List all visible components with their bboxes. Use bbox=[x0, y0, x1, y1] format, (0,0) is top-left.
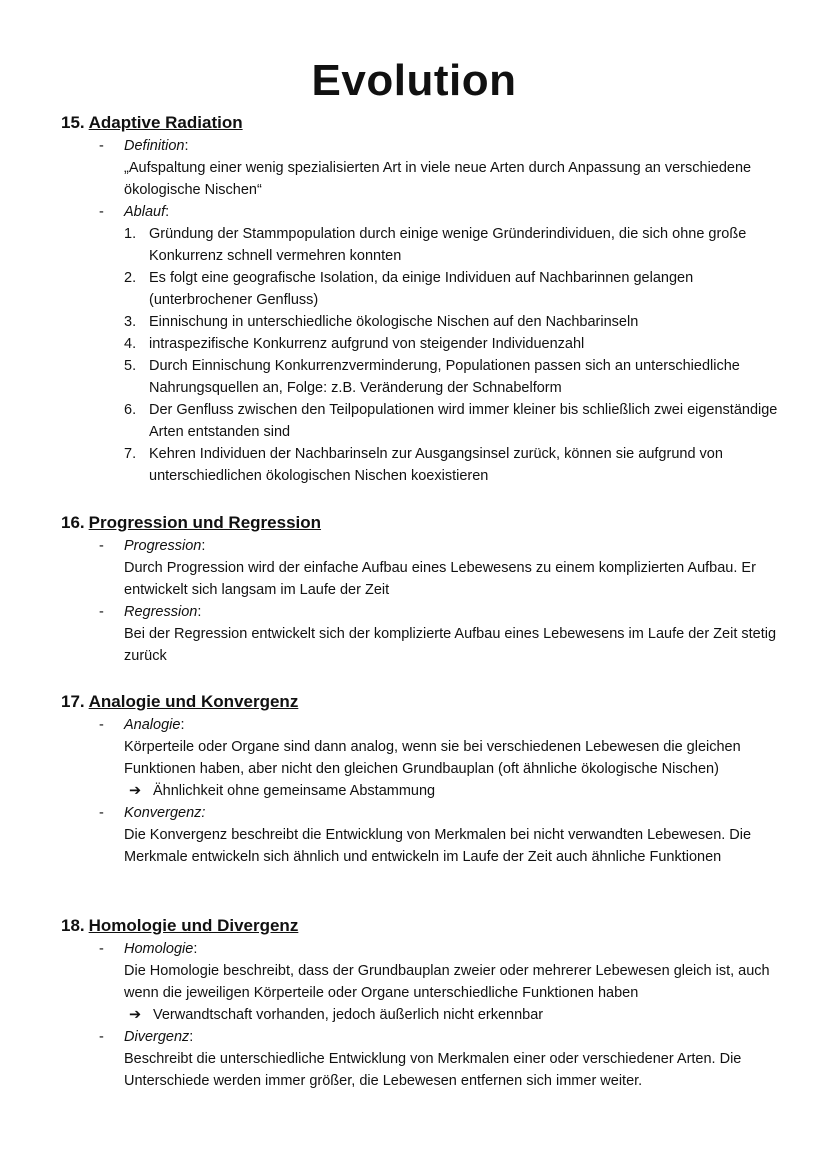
konvergenz-item bbox=[61, 802, 781, 868]
conclusion-line: ➔ Verwandtschaft vorhanden, jedoch äußerlich nicht erkennbar bbox=[129, 1004, 781, 1026]
section-heading bbox=[61, 513, 781, 533]
list-item: 2. Es folgt eine geografische Isolation, da einige Individuen auf Nachbarinnen gelangen (unterbrochener Genfluss) bbox=[124, 270, 694, 308]
bullet-dash: - bbox=[99, 538, 104, 554]
item-text: „Aufspaltung einer wenig spezialisierten Art in viele neue Arten durch Anpassung an verschiedene ökologische Nischen“ bbox=[124, 160, 752, 198]
item-label: Konvergenz: bbox=[124, 805, 206, 821]
bullet-dash: - bbox=[99, 204, 104, 220]
analogie-item bbox=[61, 714, 781, 802]
item-text: Durch Progression wird der einfache Aufbau eines Lebewesens zu einem komplizierten Aufbau. Er entwickelt sich langsam im Laufe der Zeit bbox=[124, 560, 756, 598]
section-adaptive-radiation bbox=[61, 113, 781, 487]
arrow-right-icon: ➔ bbox=[129, 1007, 142, 1023]
item-text: Die Konvergenz beschreibt die Entwicklung von Merkmalen bei nicht verwandten Lebewesen. Die Merkmale entwickeln sich ähnlich und entwickeln im Laufe der Zeit auch ähnliche Funktionen bbox=[124, 827, 752, 865]
steps-list bbox=[61, 223, 781, 487]
section-title: Progression und Regression bbox=[88, 513, 322, 532]
section-title: Adaptive Radiation bbox=[88, 113, 243, 132]
item-label: Progression: bbox=[124, 538, 206, 554]
bullet-dash: - bbox=[99, 1029, 104, 1045]
section-number: 16. bbox=[61, 513, 85, 532]
list-item: 1. Gründung der Stammpopulation durch einige wenige Gründerindividuen, die sich ohne große Konkurrenz schnell vermehren konnten bbox=[124, 226, 747, 264]
item-label: Regression: bbox=[124, 604, 202, 620]
definition-item bbox=[61, 135, 781, 201]
homologie-item bbox=[61, 938, 781, 1026]
section-progression-regression bbox=[61, 513, 781, 667]
bullet-dash: - bbox=[99, 717, 104, 733]
page-title: Evolution bbox=[311, 56, 517, 105]
list-item: 3. Einnischung in unterschiedliche ökologische Nischen auf den Nachbarinseln bbox=[124, 314, 639, 330]
divergenz-item bbox=[61, 1026, 781, 1092]
bullet-dash: - bbox=[99, 805, 104, 821]
section-number: 18. bbox=[61, 916, 85, 935]
ablauf-item bbox=[61, 201, 781, 223]
bullet-dash: - bbox=[99, 138, 104, 154]
item-label: Divergenz: bbox=[124, 1029, 194, 1045]
section-number: 15. bbox=[61, 113, 85, 132]
section-title: Homologie und Divergenz bbox=[88, 916, 299, 935]
progression-item bbox=[61, 535, 781, 601]
item-text: Körperteile oder Organe sind dann analog, wenn sie bei verschiedenen Lebewesen die gleichen Funktionen haben, aber nicht den gleichen Grundbauplan (oft ähnliche ökologische Nischen) bbox=[124, 739, 741, 777]
section-analogie-konvergenz bbox=[61, 692, 781, 868]
section-homologie-divergenz bbox=[61, 916, 781, 1092]
list-item: 7. Kehren Individuen der Nachbarinseln zur Ausgangsinsel zurück, können sie aufgrund von unterschiedlichen ökologischen Nischen koexistieren bbox=[124, 446, 723, 484]
arrow-right-icon: ➔ bbox=[129, 783, 142, 799]
item-label: Analogie: bbox=[124, 717, 185, 733]
regression-item bbox=[61, 601, 781, 667]
section-number: 17. bbox=[61, 692, 85, 711]
section-title: Analogie und Konvergenz bbox=[88, 692, 299, 711]
item-text: Die Homologie beschreibt, dass der Grundbauplan zweier oder mehrerer Lebewesen gleich ist, auch wenn die jeweiligen Körperteile oder Organe unterschiedliche Funktionen haben bbox=[124, 963, 770, 1001]
list-item: 6. Der Genfluss zwischen den Teilpopulationen wird immer kleiner bis schließlich zwei eigenständige Arten entstanden sind bbox=[124, 402, 778, 440]
item-label: Definition: bbox=[124, 138, 189, 154]
list-item: 4. intraspezifische Konkurrenz aufgrund von steigender Individuenzahl bbox=[124, 336, 585, 352]
item-label: Homologie: bbox=[124, 941, 198, 957]
bullet-dash: - bbox=[99, 941, 104, 957]
section-heading bbox=[61, 113, 781, 133]
item-text: Bei der Regression entwickelt sich der komplizierte Aufbau eines Lebewesens im Laufe der Zeit stetig zurück bbox=[124, 626, 777, 664]
section-heading bbox=[61, 916, 781, 936]
section-heading bbox=[61, 692, 781, 712]
list-item: 5. Durch Einnischung Konkurrenzverminderung, Populationen passen sich an unterschiedliche Nahrungsquellen an, Folge: z.B. Veränderung der Schnabelform bbox=[124, 358, 740, 396]
conclusion-line: ➔ Ähnlichkeit ohne gemeinsame Abstammung bbox=[129, 780, 781, 802]
item-text: Beschreibt die unterschiedliche Entwicklung von Merkmalen einer oder verschiedener Arten. Die Unterschiede werden immer größer, die Lebewesen entfernen sich immer weiter. bbox=[124, 1051, 742, 1089]
item-label: Ablauf: bbox=[124, 204, 170, 220]
bullet-dash: - bbox=[99, 604, 104, 620]
